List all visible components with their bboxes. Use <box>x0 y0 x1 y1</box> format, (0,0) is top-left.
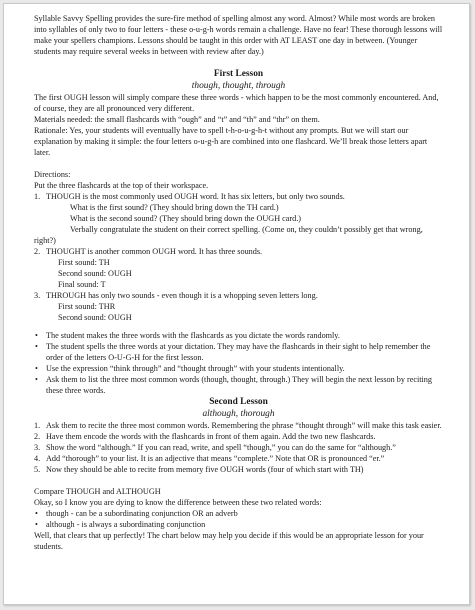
step-line: What is the second sound? (They should bring down the OUGH card.) <box>70 214 302 223</box>
step-line: What is the first sound? (They should bring down the TH card.) <box>70 203 279 212</box>
step-item <box>34 191 443 246</box>
lesson2-steps <box>34 420 443 475</box>
compare-title: Compare THOUGH and ALTHOUGH <box>34 487 161 496</box>
bullet-text: The student spells the three words at your dictation. They may have the flashcards in their sight to help remember the order of the letters O-U-G-H for the first lesson. <box>46 342 431 362</box>
step-number: 2. <box>34 432 41 441</box>
step-line: Second sound: OUGH <box>58 313 132 322</box>
step-line: First sound: THR <box>58 302 116 311</box>
step-text: Show the word “although.” If you can read, write, and spell “though,” you can do the same for “although.” <box>46 443 396 452</box>
step-text: THOUGH is the most commonly used OUGH word. It has six letters, but only two sounds. <box>46 192 345 201</box>
directions-label: Directions: <box>34 170 71 179</box>
lesson2-subheading: although, thorough <box>202 409 275 419</box>
step-number: 2. <box>34 247 41 256</box>
step-text: Now they should be able to recite from memory five OUGH words (four of which start with TH) <box>46 465 364 474</box>
bullet-text: Use the expression “think through” and “thought through” with your students intentionally. <box>46 364 345 373</box>
step-item <box>34 420 443 431</box>
lesson1-bullets <box>34 330 443 396</box>
bullet-dot-icon: • <box>35 342 38 351</box>
lesson1-paragraph: The first OUGH lesson will simply compare these three words - which happen to be the most commonly encountered. And, of course, they are all pronounced very different. <box>34 93 439 113</box>
step-number: 5. <box>34 465 41 474</box>
step-number: 3. <box>34 443 41 452</box>
step-number: 1. <box>34 192 41 201</box>
lesson1-heading: First Lesson <box>213 69 264 79</box>
bullet-item <box>34 341 443 363</box>
lesson1-steps <box>34 191 443 323</box>
bullet-dot-icon: • <box>35 375 38 384</box>
bullet-text: Ask them to list the three most common words (though, thought, through.) They will begin the next lesson by reciting these three words. <box>46 375 432 395</box>
lesson1-rationale: Rationale: Yes, your students will eventually have to spell t-h-o-u-g-h-t without any prompts. But we will start our explanation by making it simple: the four letters o-u-g-h are combined into one flashcard. We’ll break those letters apart later. <box>34 126 428 157</box>
lesson2-heading: Second Lesson <box>209 397 268 407</box>
bullet-dot-icon: • <box>35 509 38 518</box>
bullet-item <box>34 374 443 396</box>
step-item <box>34 442 443 453</box>
bullet-dot-icon: • <box>35 364 38 373</box>
step-number: 4. <box>34 454 41 463</box>
step-line: Final sound: T <box>58 280 106 289</box>
step-line: Verbally congratulate the student on their correct spelling. (Come on, they couldn’t possibly get that wrong, right?) <box>34 225 423 245</box>
closing-paragraph: Well, that clears that up perfectly! The chart below may help you decide if this would be an appropriate lesson for your students. <box>34 531 424 551</box>
bullet-text: although - is always a subordinating conjunction <box>46 520 206 529</box>
compare-intro: Okay, so I know you are dying to know the difference between these two related words: <box>34 498 322 507</box>
directions-intro: Put the three flashcards at the top of their workspace. <box>34 181 209 190</box>
step-text: Have them encode the words with the flashcards in front of them again. Add the two new flashcards. <box>46 432 376 441</box>
step-text: Add “thorough” to your list. It is an adjective that means “complete.” Note that OR is pronounced “er.” <box>46 454 385 463</box>
step-text: Ask them to recite the three most common words. Remembering the phrase “thought through” will make this task easier. <box>46 421 442 430</box>
step-line: Second sound: OUGH <box>58 269 132 278</box>
step-item <box>34 290 443 323</box>
step-item <box>34 453 443 464</box>
step-item <box>34 431 443 442</box>
bullet-dot-icon: • <box>35 520 38 529</box>
document-page <box>3 3 470 605</box>
bullet-text: though - can be a subordinating conjunction OR an adverb <box>46 509 238 518</box>
bullet-item <box>34 519 443 530</box>
step-text: THROUGH has only two sounds - even though it is a whopping seven letters long. <box>46 291 318 300</box>
lesson1-subheading: though, thought, through <box>191 81 286 91</box>
step-number: 1. <box>34 421 41 430</box>
step-number: 3. <box>34 291 41 300</box>
bullet-text: The student makes the three words with the flashcards as you dictate the words randomly. <box>46 331 340 340</box>
bullet-item <box>34 363 443 374</box>
bullet-dot-icon: • <box>35 331 38 340</box>
bullet-item <box>34 330 443 341</box>
compare-bullets <box>34 508 443 530</box>
step-text: THOUGHT is another common OUGH word. It has three sounds. <box>46 247 263 256</box>
step-item <box>34 464 443 475</box>
bullet-item <box>34 508 443 519</box>
step-item <box>34 246 443 290</box>
intro-paragraph: Syllable Savvy Spelling provides the sure-fire method of spelling almost any word. Almost? While most words are broken into syllables of only two to four letters - these o-u-g-h words remain a challenge. Have no fear! These thorough lessons will make your spellers champions. Lessons should be taught in this order with AT LEAST one day in between. (Younger students may require several weeks in between with review after day.) <box>34 14 443 56</box>
lesson1-materials: Materials needed: the small flashcards with “ough” and “t” and “th” and “thr” on them. <box>34 115 320 124</box>
step-line: First sound: TH <box>58 258 110 267</box>
